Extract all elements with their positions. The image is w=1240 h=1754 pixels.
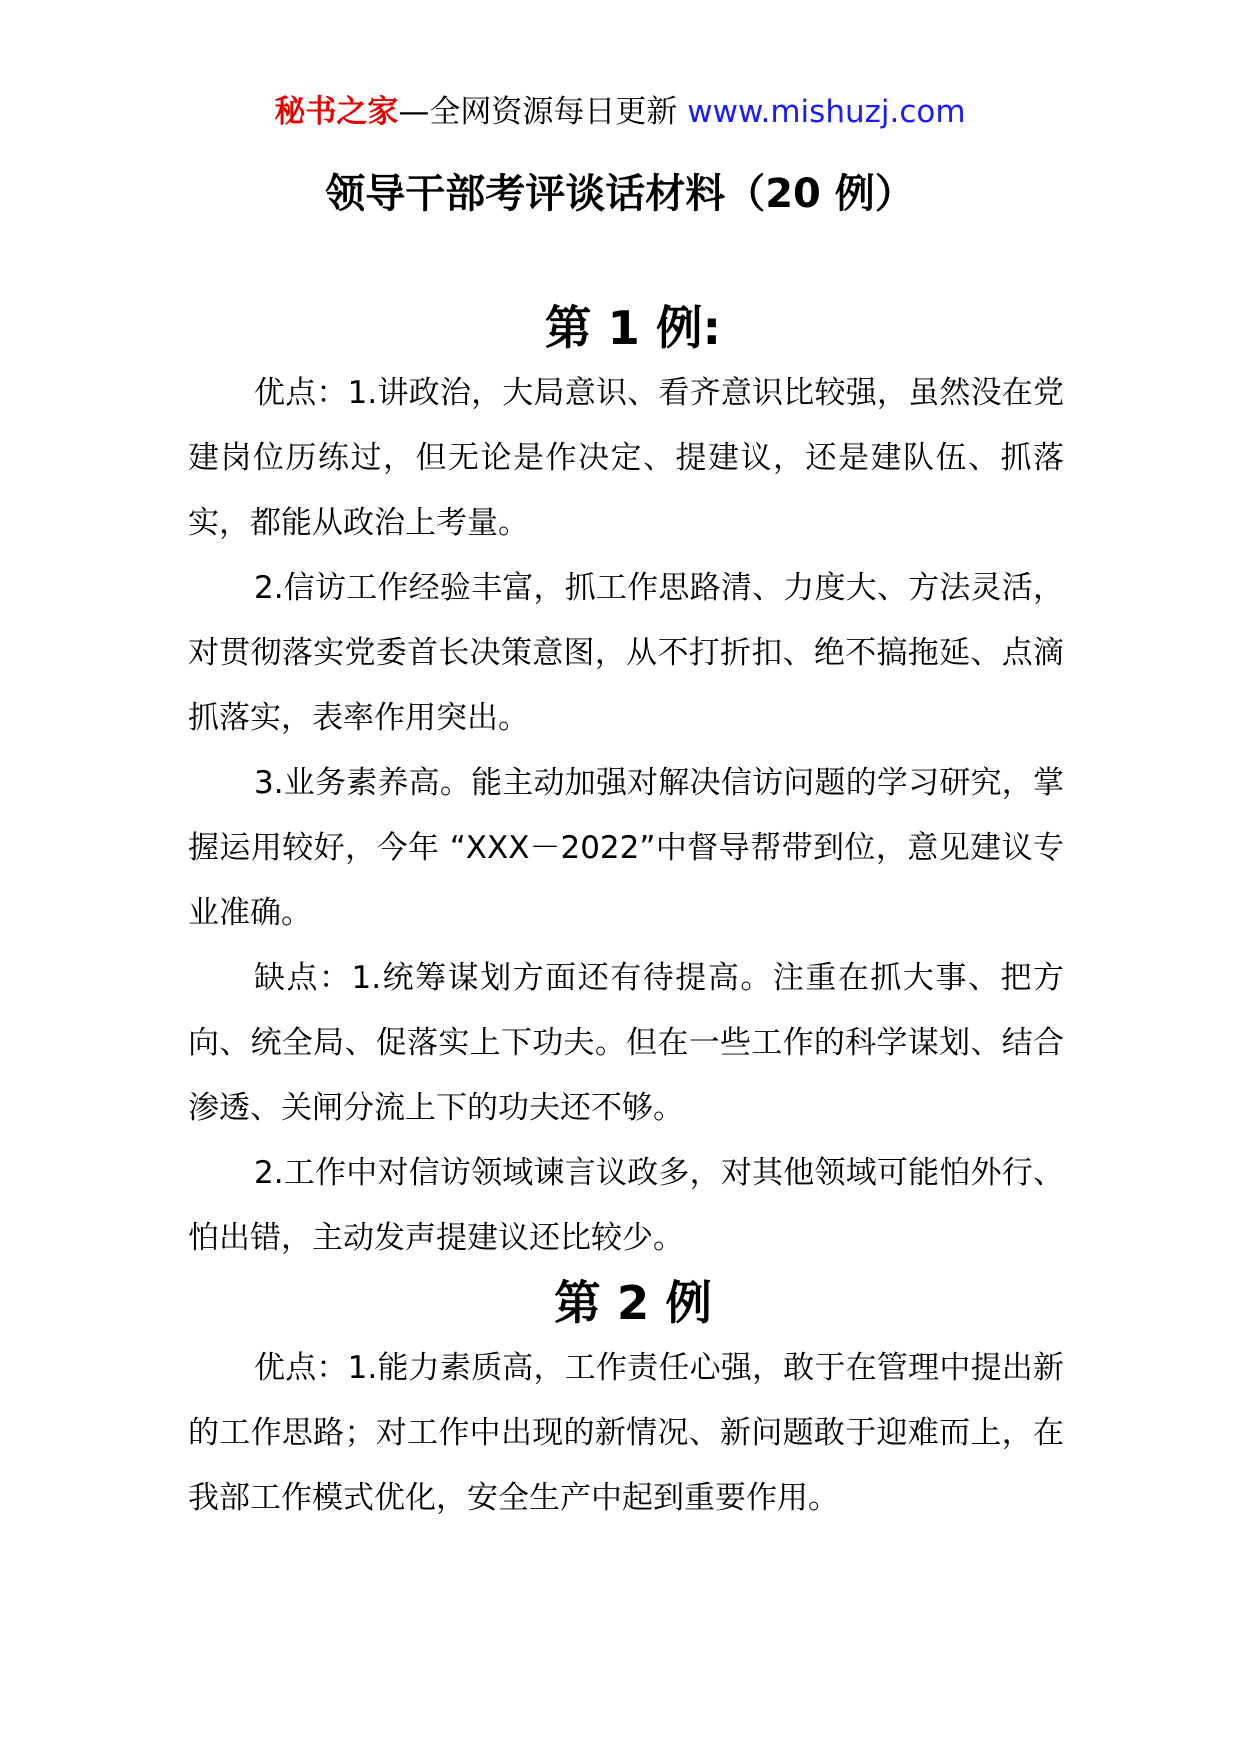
paragraph: 3.业务素养高。能主动加强对解决信访问题的学习研究，掌握运用较好，今年 “XXX－2022”中督导帮带到位，意见建议专业准确。 — [188, 765, 1064, 931]
section-heading-2: 第 2 例 — [554, 1276, 712, 1330]
section-heading-1: 第 1 例: — [544, 301, 722, 355]
paragraph: 2.信访工作经验丰富，抓工作思路清、力度大、方法灵活，对贯彻落实党委首长决策意图，从不打折扣、绝不搞拖延、点滴抓落实，表率作用突出。 — [188, 570, 1064, 736]
site-url[interactable]: www.mishuzj.com — [687, 94, 966, 130]
document-body — [188, 296, 1064, 1531]
paragraph: 2.工作中对信访领域谏言议政多，对其他领域可能怕外行、怕出错，主动发声提建议还比较少。 — [188, 1155, 1064, 1256]
paragraph: 优点：1.讲政治，大局意识、看齐意识比较强，虽然没在党建岗位历练过，但无论是作决定、提建议，还是建队伍、抓落实，都能从政治上考量。 — [188, 375, 1064, 541]
document-title: 领导干部考评谈话材料（20 例） — [325, 171, 915, 217]
site-header — [0, 92, 1240, 132]
site-slogan: —全网资源每日更新 — [398, 94, 688, 130]
site-brand: 秘书之家 — [274, 94, 399, 130]
paragraph: 优点：1.能力素质高，工作责任心强，敢于在管理中提出新的工作思路；对工作中出现的新情况、新问题敢于迎难而上，在我部工作模式优化，安全生产中起到重要作用。 — [188, 1350, 1064, 1516]
paragraph: 缺点：1.统筹谋划方面还有待提高。注重在抓大事、把方向、统全局、促落实上下功夫。但在一些工作的科学谋划、结合渗透、关闸分流上下的功夫还不够。 — [188, 960, 1064, 1126]
